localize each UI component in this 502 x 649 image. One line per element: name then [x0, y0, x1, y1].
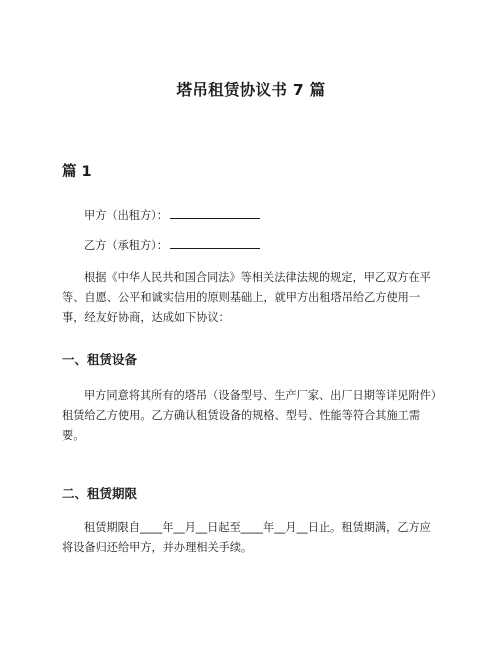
- party-b-label: 乙方（承租方）：: [84, 239, 168, 252]
- chapter-heading: 篇 1: [62, 164, 92, 180]
- section-body-equipment: 甲方同意将其所有的塔吊（设备型号、生产厂家、出厂日期等详见附件）租赁给乙方使用。乙方确认租赁设备的规格、型号、性能等符合其施工需要。: [62, 389, 437, 442]
- intro-paragraph: 根据《中华人民共和国合同法》等相关法律法规的规定，甲乙双方在平等、自愿、公平和诚实信用的原则基础上，就甲方出租塔吊给乙方使用一事，经友好协商，达成如下协议：: [62, 271, 431, 324]
- party-a-blank: [170, 206, 260, 219]
- party-a-label: 甲方（出租方）：: [84, 209, 168, 222]
- section-heading-term: 二、租赁期限: [62, 486, 138, 501]
- document-title: 塔吊租赁协议书 7 篇: [176, 81, 326, 99]
- party-b-line: [84, 236, 260, 256]
- party-a-line: [84, 206, 260, 226]
- section-heading-equipment: 一、租赁设备: [62, 352, 138, 367]
- party-b-blank: [170, 236, 260, 249]
- section-body-term: 租赁期限自____年__月__日起至____年__月__日止。租赁期满，乙方应将设备归还给甲方，并办理相关手续。: [62, 521, 431, 554]
